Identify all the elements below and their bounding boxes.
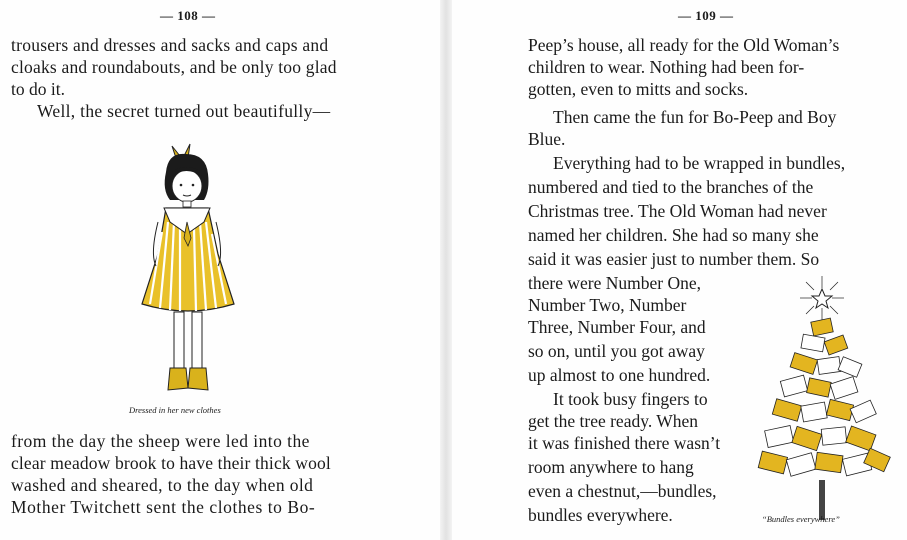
left-text-line: from the day the sheep were led into the [11, 431, 310, 451]
right-text-line: so on, until you got away [528, 341, 705, 361]
page-number-right: — 109 — [678, 8, 734, 23]
left-text-line: clear meadow brook to have their thick wool [11, 453, 331, 473]
christmas-tree-with-bundles-icon [752, 280, 892, 520]
right-text-line: named her children. She had so many she [528, 225, 819, 245]
right-text-line: up almost to one hundred. [528, 365, 711, 385]
caption-right: “Bundles everywhere” [762, 514, 840, 524]
left-text-line: washed and sheared, to the day when old [11, 475, 314, 495]
right-text-line: Everything had to be wrapped in bundles, [553, 153, 846, 173]
right-text-line: room anywhere to hang [528, 457, 694, 477]
right-text-line: It took busy fingers to [553, 389, 708, 409]
right-text-line: numbered and tied to the branches of the [528, 177, 814, 197]
left-page [0, 0, 440, 540]
left-text-line: to do it. [11, 79, 65, 99]
right-text-line: said it was easier just to number them. So [528, 249, 820, 269]
right-text-line: Number Two, Number [528, 295, 687, 315]
right-text-line: Then came the fun for Bo-Peep and Boy [553, 107, 837, 127]
right-text-line: Peep’s house, all ready for the Old Woman’s [528, 35, 840, 55]
right-text-line: children to wear. Nothing had been for- [528, 57, 805, 77]
right-text-line: gotten, even to mitts and socks. [528, 79, 749, 99]
left-text-line: Well, the secret turned out beautifully— [37, 101, 331, 121]
right-text-line: get the tree ready. When [528, 411, 699, 431]
right-text-line: Three, Number Four, and [528, 317, 706, 337]
right-text-line: there were Number One, [528, 273, 701, 293]
left-text-line: cloaks and roundabouts, and be only too glad [11, 57, 337, 77]
left-text-line: trousers and dresses and sacks and caps and [11, 35, 329, 55]
right-page [452, 0, 907, 540]
right-text-line: Christmas tree. The Old Woman had never [528, 201, 827, 221]
right-text-line: it was finished there wasn’t [528, 433, 721, 453]
girl-in-yellow-striped-dress-icon [128, 142, 248, 402]
caption-left: Dressed in her new clothes [129, 405, 221, 415]
right-text-line: Blue. [528, 129, 566, 149]
right-text-line: bundles everywhere. [528, 505, 673, 525]
right-text-line: even a chestnut,—bundles, [528, 481, 717, 501]
page-number-left: — 108 — [160, 8, 216, 23]
left-text-line: Mother Twitchett sent the clothes to Bo- [11, 497, 316, 517]
book-gutter [440, 0, 452, 540]
